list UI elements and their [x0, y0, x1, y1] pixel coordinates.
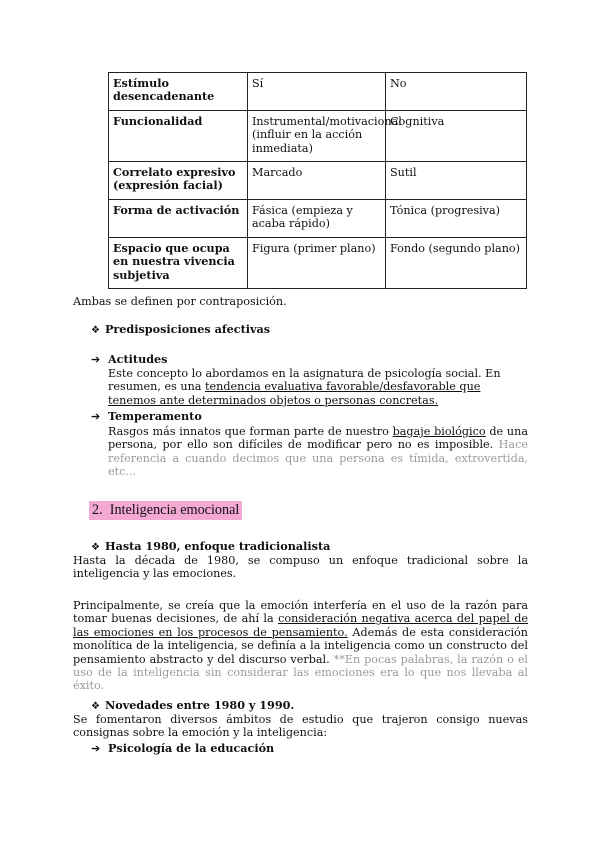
- heading-text: Psicología de la educación: [108, 741, 275, 755]
- arrow-bullet-icon: ➔: [91, 353, 101, 366]
- emotion-cell: Instrumental/motivacional (influir en la acción inmediata): [248, 110, 386, 161]
- actitudes-paragraph: [108, 367, 528, 407]
- heading-novedades: [91, 699, 294, 713]
- hasta-1980-paragraph: Hasta la década de 1980, se compuso un enfoque tradicional sobre la inteligencia y las emociones.: [73, 554, 528, 581]
- emotion-cell: Sí: [248, 73, 386, 111]
- row-label: Forma de activación: [109, 200, 248, 238]
- row-label: Funcionalidad: [109, 110, 248, 161]
- emotion-cell: Fásica (empieza y acaba rápido): [248, 200, 386, 238]
- heading-text: Novedades entre 1980 y 1990.: [105, 698, 295, 712]
- principal-paragraph: [73, 599, 528, 693]
- table-row: [109, 200, 527, 238]
- cognition-cell: Cognitiva: [386, 110, 527, 161]
- cognition-cell: No: [386, 73, 527, 111]
- diamond-bullet-icon: ❖: [91, 542, 100, 553]
- heading-text: Temperamento: [108, 409, 202, 423]
- underlined-text: tendencia evaluativa favorable/desfavorable que tenemos ante determinados objetos o personas concretas.: [108, 380, 481, 407]
- emotion-cell: Figura (primer plano): [248, 237, 386, 288]
- temperamento-paragraph: [108, 425, 528, 479]
- novedades-paragraph: Se fomentaron diversos ámbitos de estudio que trajeron consigo nuevas consignas sobre la emoción y la inteligencia:: [73, 713, 528, 740]
- paragraph-text: Este concepto lo abordamos en la asignatura de psicología social. En resumen, es una: [108, 367, 501, 394]
- heading-temperamento: [91, 410, 202, 423]
- section-number: 2.: [92, 502, 103, 518]
- heading-text: Actitudes: [108, 352, 168, 366]
- diamond-bullet-icon: ❖: [91, 701, 100, 712]
- row-label: Estímulo desencadenante: [109, 73, 248, 111]
- section-heading: [89, 501, 242, 520]
- heading-actitudes: [91, 353, 167, 366]
- paragraph-text: Además de esta consideración monolítica de la inteligencia, se definía a la inteligencia como un constructo del pensamiento abstracto y del discurso verbal.: [73, 625, 528, 666]
- emotion-cell: Marcado: [248, 162, 386, 200]
- underlined-text: bagaje biológico: [392, 425, 486, 438]
- table-row: [109, 110, 527, 161]
- grey-note: Hace referencia a cuando decimos que una persona es tímida, extrovertida, etc...: [108, 438, 528, 479]
- section-title: Inteligencia emocional: [109, 502, 240, 518]
- row-label: Espacio que ocupa en nuestra vivencia subjetiva: [109, 237, 248, 288]
- grey-note: **En pocas palabras, la razón o el uso de la inteligencia sin considerar las emociones era lo que nos llevaba al éxito.: [73, 652, 529, 693]
- paragraph-text: Principalmente, se creía que la emoción interfería en el uso de la razón para tomar buenas decisiones, de ahí la: [73, 599, 528, 626]
- heading-hasta-1980: [91, 540, 330, 554]
- cognition-cell: Tónica (progresiva): [386, 200, 527, 238]
- cognition-cell: Fondo (segundo plano): [386, 237, 527, 288]
- paragraph-text: Rasgos más innatos que forman parte de nuestro: [108, 425, 389, 438]
- intro-paragraph: Ambas se definen por contraposición.: [73, 295, 287, 308]
- paragraph-text: de una persona, por ello son difíciles de modificar pero no es imposible.: [108, 425, 529, 452]
- arrow-bullet-icon: ➔: [91, 410, 101, 423]
- heading-text: Predisposiciones afectivas: [105, 322, 271, 336]
- comparison-table: [108, 72, 527, 289]
- heading-predisposiciones: [91, 323, 270, 337]
- underlined-text: consideración negativa acerca del papel de las emociones en los procesos de pensamiento.: [73, 612, 528, 639]
- diamond-bullet-icon: ❖: [91, 325, 100, 336]
- table-row: [109, 237, 527, 288]
- arrow-bullet-icon: ➔: [91, 742, 101, 755]
- cognition-cell: Sutil: [386, 162, 527, 200]
- table-row: [109, 162, 527, 200]
- heading-psicologia-educacion: [91, 742, 274, 755]
- row-label: Correlato expresivo (expresión facial): [109, 162, 248, 200]
- table-row: [109, 73, 527, 111]
- heading-text: Hasta 1980, enfoque tradicionalista: [105, 539, 331, 553]
